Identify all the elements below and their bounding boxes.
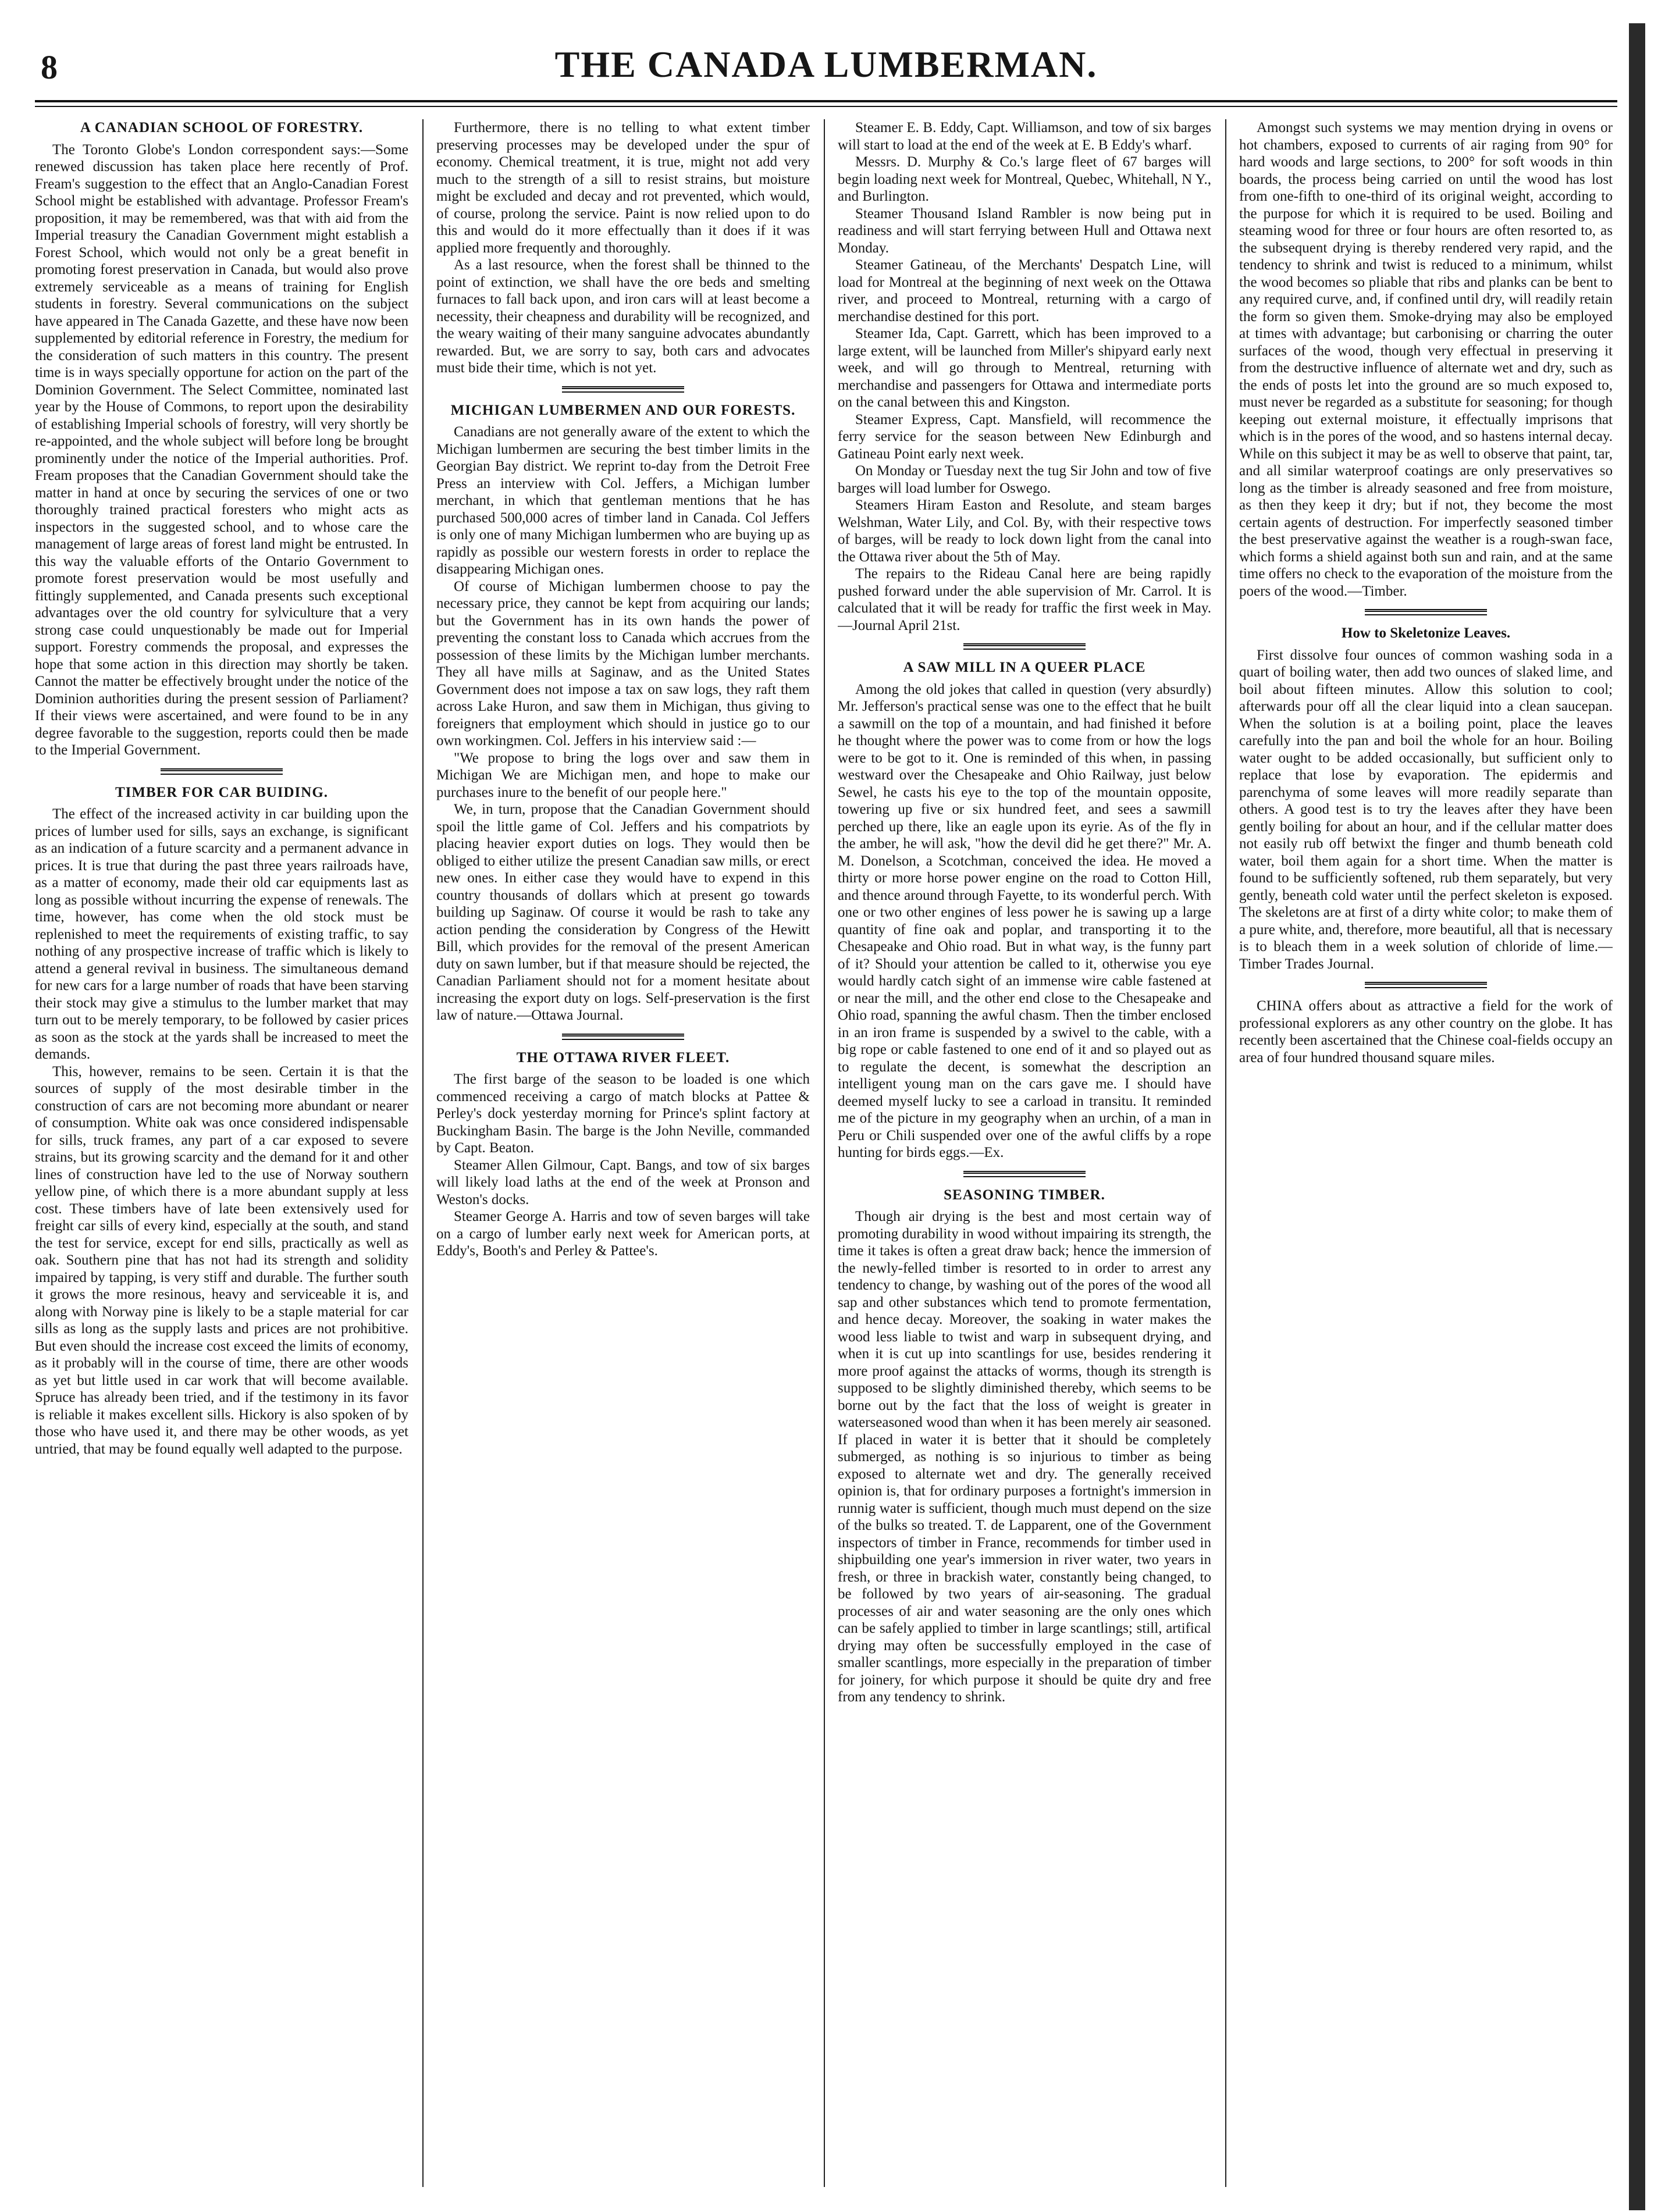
headline-ottawa-fleet: THE OTTAWA RIVER FLEET. bbox=[516, 1049, 730, 1066]
article-divider bbox=[562, 1034, 684, 1040]
page-number: 8 bbox=[41, 48, 58, 86]
article-paragraph: Messrs. D. Murphy & Co.'s large fleet of 67 barges will begin loading next week for Montreal, Quebec, Whitehall, N Y., and Burlington. bbox=[838, 154, 1211, 204]
article-paragraph: On Monday or Tuesday next the tug Sir John and tow of five barges will load lumber for Oswego. bbox=[838, 463, 1211, 496]
article-paragraph: Furthermore, there is no telling to what extent timber preserving processes may be developed under the spur of economy. Chemical treatment, it is true, might not add very much to the strength of a sill to resist strains, but moisture might be excluded and decay and rot prevented, which would, of course, prolong the service. Paint is now relied upon to do this and would do it more effectually than it does if it was applied more frequently and thoroughly. bbox=[436, 120, 810, 256]
article-paragraph: Steamer E. B. Eddy, Capt. Williamson, and tow of six barges will start to load at the end of the week at E. B Eddy's wharf. bbox=[838, 120, 1211, 153]
article-paragraph: "We propose to bring the logs over and saw them in Michigan We are Michigan men, and hope to make our purchases inure to the benefit of our people here." bbox=[436, 750, 810, 800]
article-paragraph: As a last resource, when the forest shall be thinned to the point of extinction, we shall have the ore beds and smelting furnaces to fall back upon, and iron cars will at least become a necessity, their cheapness and durability will be recognized, and the weary waiting of their many sanguine advocates abundantly rewarded. But, we are sorry to say, both cars and advocates must bide their time, which is not yet. bbox=[436, 257, 810, 376]
article-paragraph: Steamers Hiram Easton and Resolute, and steam barges Welshman, Water Lily, and Col. By, with their respective tows of barges, will be ready to lock down light from the canal into the Ottawa river about the 5th of May. bbox=[838, 497, 1211, 565]
article-paragraph: Of course of Michigan lumbermen choose to pay the necessary price, they cannot be kept from acquiring our lands; but the Government has in its own hands the power of preventing the constant loss to Canada which accrues from the possession of these limits by the Michigan lumber merchants. They all have mills at Saginaw, and as the United States Government does not impose a tax on saw logs, they raft them across Lake Huron, and saw them in Michigan, thus giving to foreigners that employment which should in justice go to our own workingmen. Col. Jeffers in his interview said :— bbox=[436, 578, 810, 749]
article-divider bbox=[161, 768, 283, 775]
article-paragraph: Steamer George A. Harris and tow of seven barges will take on a cargo of lumber early next week for American ports, at Eddy's, Booth's and Perley & Pattee's. bbox=[436, 1209, 810, 1259]
scan-edge-bar bbox=[1629, 23, 1645, 2210]
headline-forestry: A CANADIAN SCHOOL OF FORESTRY. bbox=[80, 120, 364, 136]
article-paragraph: CHINA offers about as attractive a field for the work of professional explorers as any other country on the globe. It has recently been ascertained that the Chinese coal-fields occupy an area of four hundred thousand square miles. bbox=[1239, 998, 1613, 1066]
article-paragraph: Amongst such systems we may mention drying in ovens or hot chambers, exposed to currents of air raging from 90° for hard woods and large sections, to 200° for soft woods in thin boards, the process being carried on until the wood has lost from one-fifth to one-third of its original weight, according to the purpose for which it is required to be used. Boiling and steaming wood for three or four hours are often resorted to, as the subsequent drying is thereby rendered very rapid, and the tendency to shrink and twist is reduced to a minimum, whilst the wood becomes so pliable that ribs and planks can be bent to any required curve, and, if confined until dry, will readily retain the form so given them. Smoke-drying may also be employed at times with advantage; but carbonising or charring the outer surfaces of the wood, though very effectual in preserving it from the destructive influence of alternate wet and dry, such as the ends of posts let into the ground are so much exposed to, must never be regarded as a substitute for seasoning; for though keeping out external moisture, it effectually imprisons that which is in the pores of the wood, and so hastens internal decay. While on this subject it may be as well to observe that paint, tar, and all similar waterproof coatings are only preservatives so long as the timber is already seasoned and free from moisture, as then they keep it dry; but if not, they become the most certain agents of destruction. For imperfectly seasoned timber the best preservative against the weather is a rough-swan face, which forms a shield against both sun and rain, and at the same time offers no check to the evaporation of the moisture from the poers of the wood.—Timber. bbox=[1239, 120, 1613, 599]
headline-car-building: TIMBER FOR CAR BUIDING. bbox=[115, 784, 329, 800]
article-divider bbox=[963, 1171, 1086, 1177]
article-paragraph: The Toronto Globe's London correspondent says:—Some renewed discussion has taken place here recently of Prof. Fream's suggestion to the effect that an Anglo-Canadian Forest School might be established with advantage. Professor Fream's proposition, it may be remembered, was that with aid from the Imperial treasury the Canadian Government might establish a Forest School, which would not only be a great benefit in promoting forest preservation in Canada, but would also prove extremely serviceable as a means of training for English students in forestry. Several communications on the subject have appeared in The Canada Gazette, and these have now been supplemented by editorial reference in Forestry, the medium for the consideration of such matters in this country. The present time is in ways specially opportune for action on the part of the Dominion Government. The Select Committee, nominated last year by the House of Commons, to report upon the desirability of establishing Imperial schools of forestry, will very shortly be re-appointed, and the whole subject will before long be brought prominently under the notice of the Imperial authorities. Prof. Fream proposes that the Canadian Government should take the matter in hand at once by securing the services of one or two thoroughly trained practical foresters who might acts as inspectors in the suggested school, and to whose care the management of large areas of forest land might be entrusted. In this way the valuable efforts of the Ontario Government to promote forest preservation would be most usefully and fittingly supplemented, and Canada presents such exceptional advantages over the old country for sylviculture that a very strong case could unquestionably be made out for Imperial support. Forestry commends the proposal, and expresses the hope that some action in this direction may shortly be taken. Cannot the matter be effectively brought under the notice of the Dominion authorities during the present session of Parliament? If their views were ascertained, and were found to be in any degree favorable to the suggestion, reports could then be made to the Imperial Government. bbox=[35, 141, 408, 758]
column-4 bbox=[1239, 119, 1613, 2187]
newspaper-page bbox=[35, 35, 1617, 2187]
article-paragraph: Steamer Thousand Island Rambler is now being put in readiness and will start ferrying between Hull and Ottawa next Monday. bbox=[838, 205, 1211, 256]
article-paragraph: Steamer Express, Capt. Mansfield, will recommence the ferry service for the season between New Edinburgh and Gatineau Point early next week. bbox=[838, 411, 1211, 462]
article-paragraph: We, in turn, propose that the Canadian Government should spoil the little game of Col. Jeffers and his compatriots by placing heavier export duties on logs. They would then be obliged to either utilize the present Canadian saw mills, or erect new ones. In either case they would have to expend in this country thousands of dollars which at present go towards building up Saginaw. Of course it would be rash to take any action pending the consideration by Congress of the Hewitt Bill, which provides for the removal of the present American duty on sawn lumber, but if that measure should be rejected, the Canadian Parliament should not for a moment hesitate about increasing the export duty on logs. Self-preservation is the first law of nature.—Ottawa Journal. bbox=[436, 802, 810, 1023]
article-divider bbox=[562, 386, 684, 393]
headline-leaves: How to Skeletonize Leaves. bbox=[1341, 625, 1511, 641]
masthead bbox=[35, 35, 1617, 105]
column-separator bbox=[824, 119, 825, 2187]
article-paragraph: The first barge of the season to be loaded is one which commenced receiving a cargo of match blocks at Pattee & Perley's dock yesterday morning for Prince's splint factory at Buckingham Basin. The barge is the John Neville, commanded by Capt. Beaton. bbox=[436, 1071, 810, 1156]
article-paragraph: The effect of the increased activity in car building upon the prices of lumber used for sills, says an exchange, is significant as an indication of a future scarcity and a permanent advance in prices. It is true that during the past three years railroads have, as a matter of economy, made their old car equipments last as long as possible without incurring the expense of renewals. The time, however, has come when the old stock must be replenished to meet the requirements of existing traffic, to say nothing of any prospective increase of traffic which is likely to attend a general revival in business. The simultaneous demand for new cars for a large number of roads that have been starving their stock may give a stimulus to the lumber market that may turn out to be merely temporary, to be followed by casier prices as soon as the stock at the yards shall be increased to meet the demands. bbox=[35, 806, 408, 1062]
article-divider bbox=[1365, 609, 1487, 615]
article-paragraph: Steamer Allen Gilmour, Capt. Bangs, and tow of six barges will likely load laths at the end of the week at Pronson and Weston's docks. bbox=[436, 1157, 810, 1207]
headline-seasoning: SEASONING TIMBER. bbox=[944, 1187, 1105, 1203]
article-paragraph: Steamer Gatineau, of the Merchants' Despatch Line, will load for Montreal at the beginning of next week on the Ottawa river, and proceed to Montreal, returning with a cargo of merchandise destined for this port. bbox=[838, 257, 1211, 325]
article-paragraph: Steamer Ida, Capt. Garrett, which has been improved to a large extent, will be launched from Miller's shipyard early next week, and will go through to Mentreal, returning with merchandise and passengers for Ottawa and intermediate ports on the canal between this and Kingston. bbox=[838, 326, 1211, 410]
article-paragraph: The repairs to the Rideau Canal here are being rapidly pushed forward under the able supervision of Mr. Carrol. It is calculated that it will be ready for traffic the first week in May.—Journal April 21st. bbox=[838, 566, 1211, 633]
masthead-rule bbox=[35, 100, 1617, 102]
article-paragraph: Canadians are not generally aware of the extent to which the Michigan lumbermen are securing the best timber limits in the Georgian Bay district. We reprint to-day from the Detroit Free Press an interview with Col. Jeffers, a Michigan lumber merchant, in which that gentleman mentions that he has purchased 500,000 acres of timber land in Canada. Col Jeffers is only one of many Michigan lumbermen who are buying up as rapidly as possible our western forests in order to replace the disappearing Michigan ones. bbox=[436, 424, 810, 577]
masthead-rule-thin bbox=[35, 106, 1617, 107]
column-separator bbox=[422, 119, 424, 2187]
article-paragraph: First dissolve four ounces of common washing soda in a quart of boiling water, then add two ounces of slaked lime, and boil about fifteen minutes. Allow this solution to cool; afterwards pour off all the clear liquid into a clean saucepan. When the solution is at a boiling point, place the leaves carefully into the pan and boil the whole for an hour. Boiling water ought to be added occasionally, but sufficient only to replace that lose by evaporation. The epidermis and parenchyma of some leaves will more readily separate than others. A good test is to try the leaves after they have been gently boiling for about an hour, and if the cellular matter does not easily rub off betwixt the finger and thumb beneath cold water, boil them again for a short time. When the matter is found to be sufficiently softened, rub them separately, but very gently, beneath cold water until the perfect skeleton is exposed. The skeletons are at first of a dirty white color; to make them of a pure white, and, therefore, more beautiful, all that is necessary is to bleach them in a week solution of chloride of lime.—Timber Trades Journal. bbox=[1239, 647, 1613, 972]
column-1 bbox=[35, 119, 408, 2187]
column-2 bbox=[436, 119, 810, 2187]
article-paragraph: Though air drying is the best and most certain way of promoting durability in wood without impairing its strength, the time it takes is often a great draw back; hence the immersion of the newly-felled timber is resorted to in order to arrest any tendency to change, by washing out of the pores of the wood all sap and other substances which tend to promote fermentation, and hence decay. Moreover, the soaking in water makes the wood less liable to twist and warp in subsequent drying, and when it is cut up into scantlings for use, besides rendering it more proof against the attacks of worms, though its strength is supposed to be slightly diminished thereby, which seems to be borne out by the fact that the loss of weight is greater in waterseasoned wood than when it has been merely air seasoned. If placed in water it is better that it should be completely submerged, as nothing is so injurious to timber as being exposed to alternate wet and dry. The generally received opinion is, that for ordinary purposes a fortnight's immersion in runnig water is sufficient, though much must depend on the size of the bulks so treated. T. de Lapparent, one of the Government inspectors of timber in France, recommends for timber used in shipbuilding one year's immersion in river water, two years in fresh, or three in brackish water, constantly being changed, to be followed by two years of air-seasoning. The gradual processes of air and water seasoning are the only ones which can be safely applied to timber in large scantlings; still, artifical drying may often be successfully employed in the case of smaller scantlings, more especially in the preparation of timber for joinery, for which purpose it should be quite dry and free from any tendency to shrink. bbox=[838, 1209, 1211, 1705]
headline-saw-mill: A SAW MILL IN A QUEER PLACE bbox=[903, 660, 1146, 675]
paper-title: THE CANADA LUMBERMAN. bbox=[554, 44, 1098, 85]
article-divider bbox=[1365, 982, 1487, 988]
article-paragraph: This, however, remains to be seen. Certain it is that the sources of supply of the most desirable timber in the construction of cars are not becoming more abundant or nearer of consumption. White oak was once considered indispensable for sills, truck frames, any part of a car exposed to severe strains, but its growing scarcity and the demand for it and other lines of construction have led to the use of Norway southern yellow pine, of which there is a more abundant supply at less cost. These timbers have of late been extensively used for freight car sills of every kind, especially at the south, and stand the test for service, except for end sills, practically as well as oak. Southern pine that has not had its strength and solidity impaired by tapping, is very stiff and durable. The further south it grows the more resinous, heavy and serviceable it is, and along with Norway pine is likely to be a staple material for car sills as long as the supply lasts and prices are not prohibitive. But even should the increase cost exceed the limits of economy, as it probably will in the course of time, there are other woods as yet but little used in car work that will become available. Spruce has already been tried, and if the testimony in its favor is reliable it makes excellent sills. Hickory is also spoken of by those who have used it, and there may be other woods, as yet untried, that may be found equally well adapted to the purpose. bbox=[35, 1063, 408, 1457]
column-separator bbox=[1225, 119, 1226, 2187]
article-divider bbox=[963, 643, 1086, 650]
column-3 bbox=[838, 119, 1211, 2187]
headline-michigan: MICHIGAN LUMBERMEN AND OUR FORESTS. bbox=[450, 402, 796, 418]
article-paragraph: Among the old jokes that called in question (very absurdly) Mr. Jefferson's practical sense was one to the effect that he built a sawmill on the top of a mountain, and had finished it before he thought where the power was to come from or how the logs were to be got to it. One is reminded of this when, in passing westward over the Chesapeake and Ohio Railway, just below Sewel, he casts his eye to the top of the mountain opposite, towering up five or six hundred feet, and sees a sawmill perched up there, like an eagle upon its eyrie. As of the fly in the amber, he will ask, "how the devil did he get there?" Mr. A. M. Donelson, a Scotchman, conceived the idea. He moved a thirty or more horse power engine on the road to Cotton Hill, and thence around through Fayette, to its wonderful perch. With one or two other engines of less power he is sawing up a large quantity of fine oak and poplar, and transporting it to the Chesapeake and Ohio road. But in what way, is the funny part of it? Should your attention be called to it, otherwise you eye would hardly catch sight of an immense wire cable fastened at or near the mill, and the other end close to the Chesapeake and Ohio road, spanning the awful chasm. Then the timber enclosed in an iron frame is suspended by a swivel to the cable, with a big rope or cable fastened to one end of it and so played out as to regulate the decent, is somewhat the description an intelligent young man on the cars gave me. I should have deemed myself lucky to see a carload in transitu. It reminded me of the picture in my geography when an urchin, of a man in Peru or Chili suspended over one of the awful cliffs by a rope hunting for birds eggs.—Ex. bbox=[838, 681, 1211, 1160]
